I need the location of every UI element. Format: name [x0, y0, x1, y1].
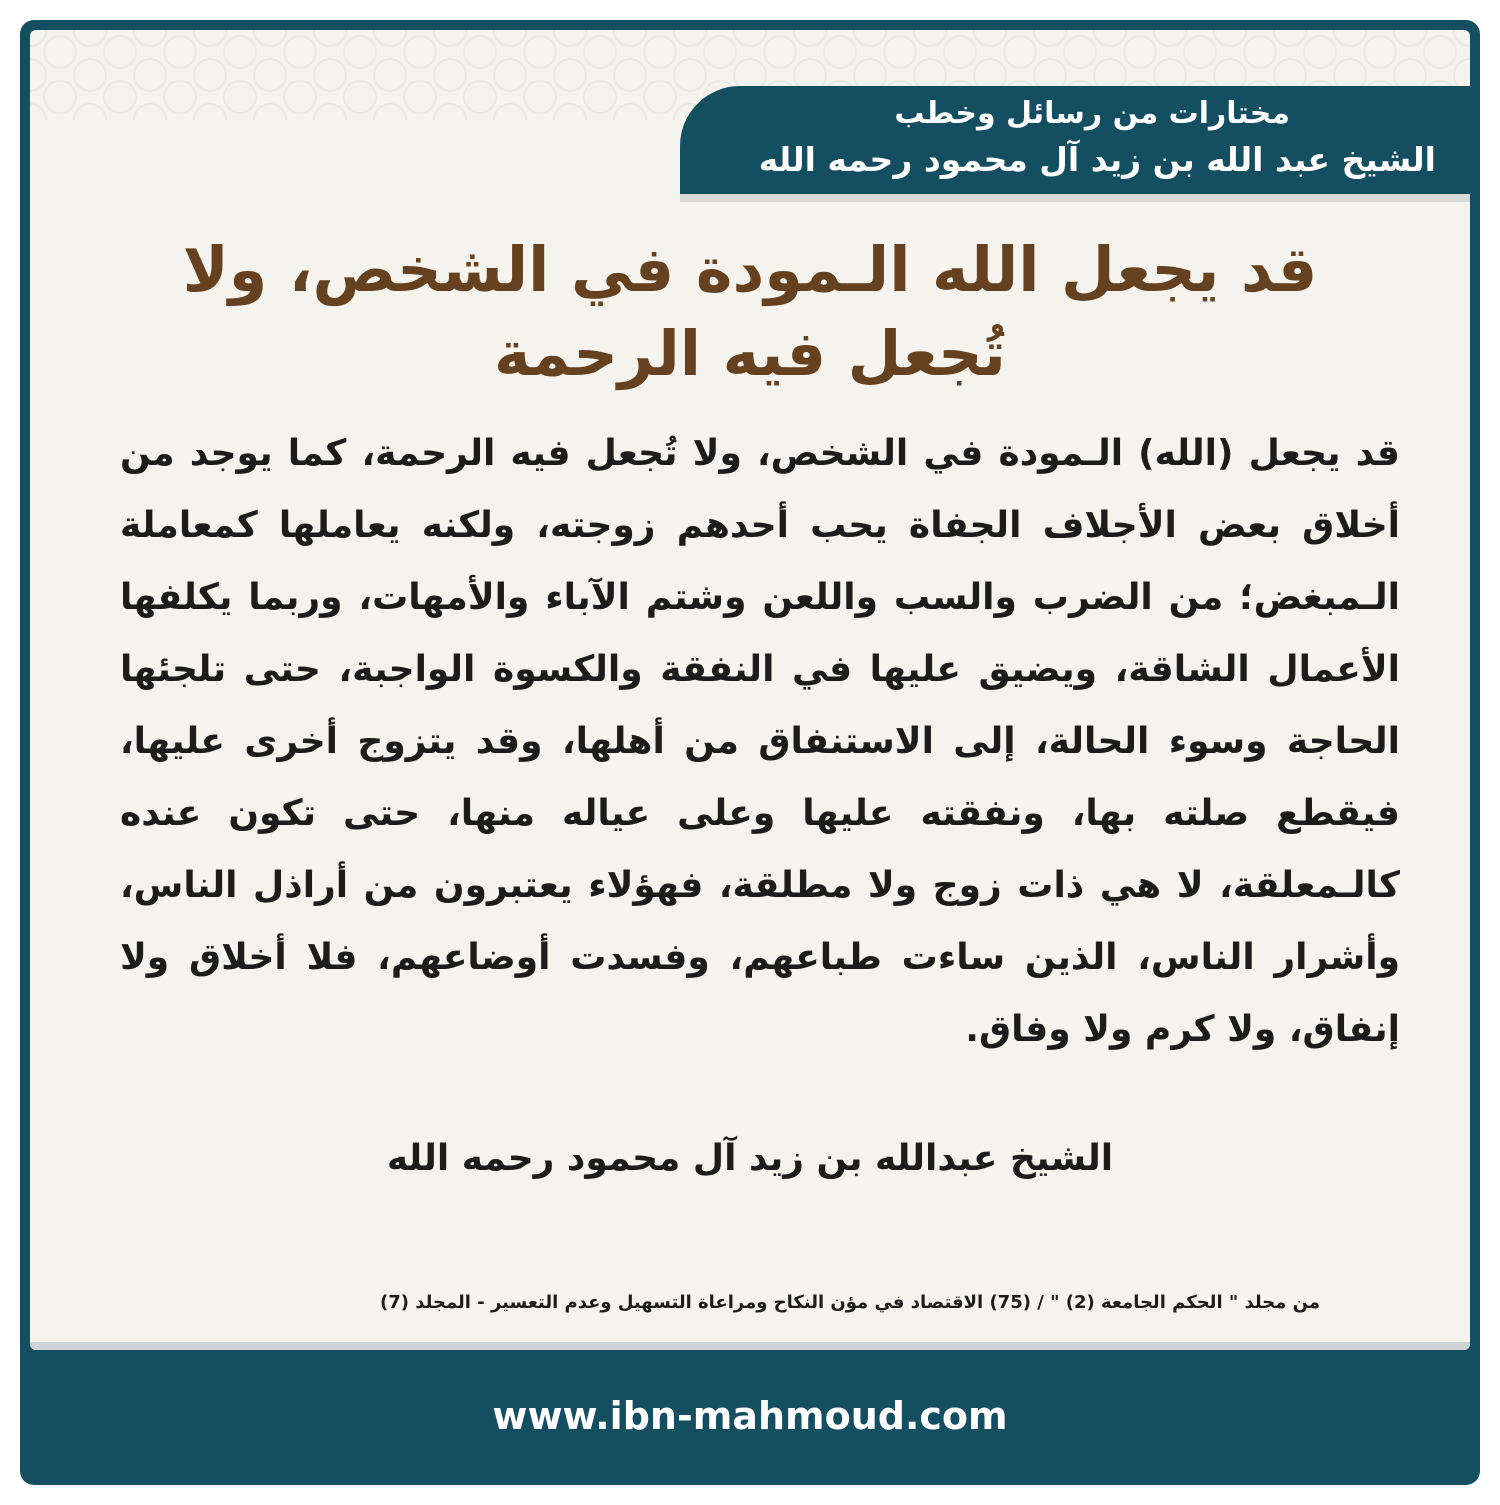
card-bottom-strip — [30, 1342, 1470, 1350]
content-card — [30, 30, 1470, 1350]
article-body: قد يجعل (الله) الـمودة في الشخص، ولا تُجعل فيه الرحمة، كما يوجد من أخلاق بعض الأجلاف الجفاة يحب أحدهم زوجته، ولكنه يعاملها كمعاملة الـمبغض؛ من الضرب والسب واللعن وشتم الآباء والأمهات، وربما يكلفها الأعمال الشاقة، ويضيق عليها في النفقة والكسوة الواجبة، حتى تلجئها الحاجة وسوء الحالة، إلى الاستنفاق من أهلها، وقد يتزوج أخرى عليها، فيقطع صلته بها، ونفقته عليها وعلى عياله منها، حتى تكون عنده كالـمعلقة، لا هي ذات زوج ولا مطلقة، فهؤلاء يعتبرون من أراذل الناس، وأشرار الناس، الذين ساءت طباعهم، وفسدت أوضاعهم، فلا أخلاق ولا إنفاق، ولا كرم ولا وفاق. — [120, 433, 1400, 1050]
article-title: قد يجعل الله الـمودة في الشخص، ولا تُجعل فيه الرحمة — [182, 233, 1318, 390]
header-band — [680, 86, 1470, 194]
author-signature: الشيخ عبدالله بن زيد آل محمود رحمه الله — [386, 1138, 1114, 1179]
header-author: الشيخ عبد الله بن زيد آل محمود رحمه الله — [758, 140, 1436, 179]
source-citation: من مجلد " الحكم الجامعة (2) " / (75) الاقتصاد في مؤن النكاح ومراعاة التسهيل وعدم التعسير - المجلد (7) — [379, 1292, 1320, 1313]
website-link[interactable]: www.ibn-mahmoud.com — [492, 1394, 1008, 1438]
header-series-title: مختارات من رسائل وخطب — [894, 96, 1290, 131]
page-frame — [20, 20, 1480, 1485]
